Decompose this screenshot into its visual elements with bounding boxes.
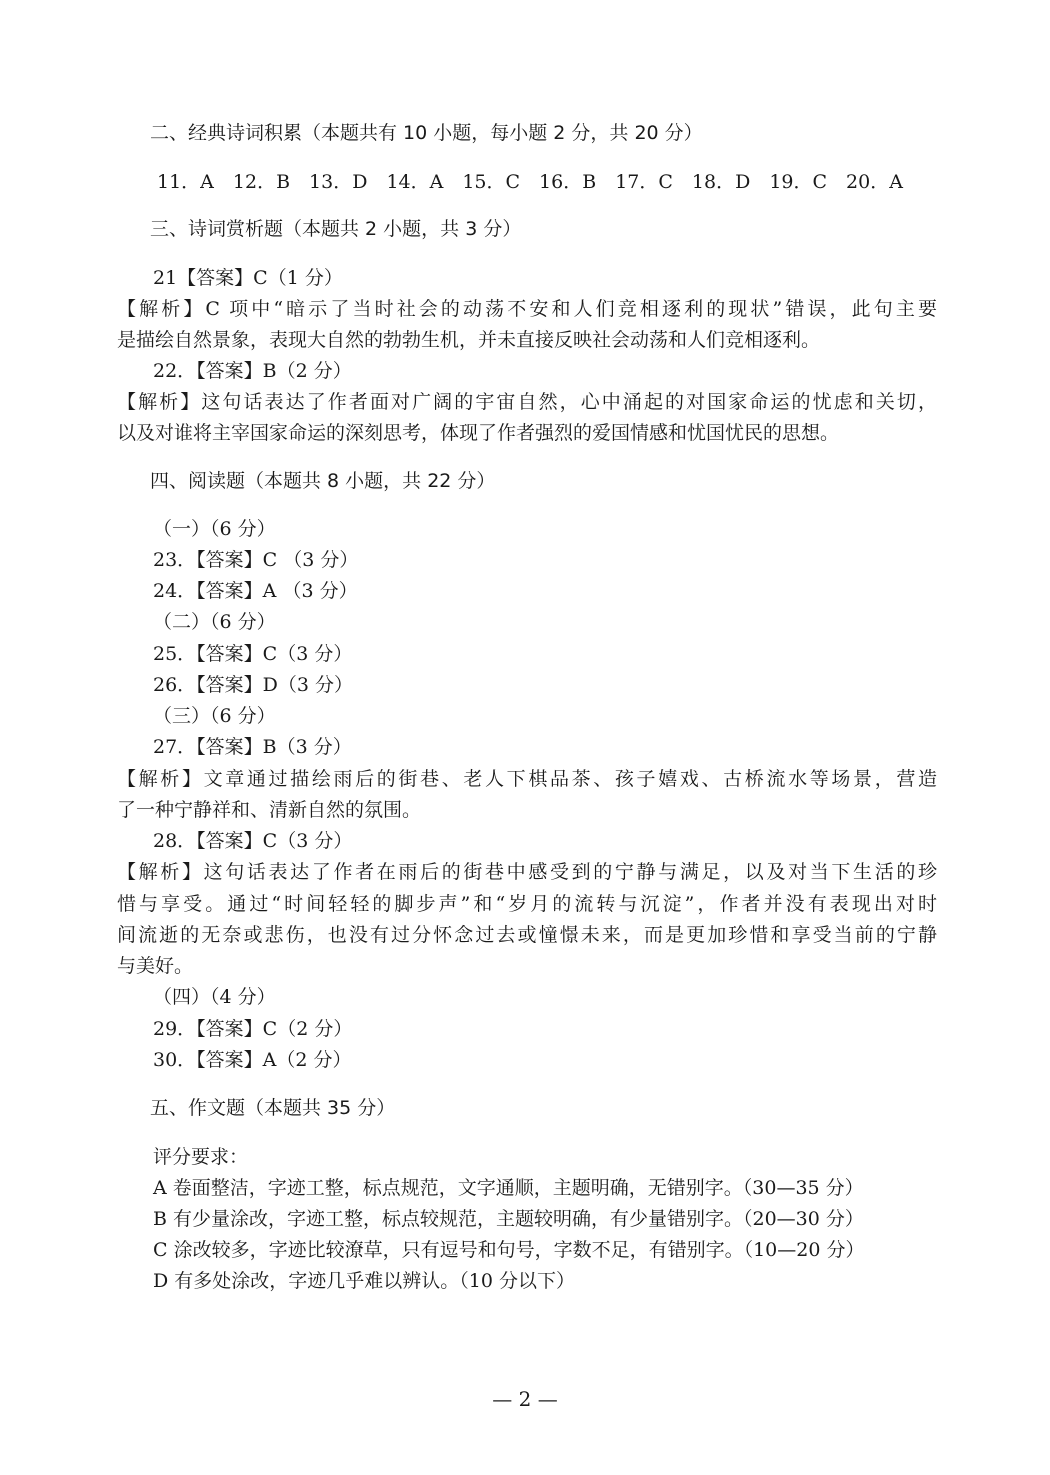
- q28-analysis-line: 【解析】这句话表达了作者在雨后的街巷中感受到的宁静与满足，以及对当下生活的珍: [117, 861, 937, 883]
- section-5-title: 五、作文题（本题共 35 分）: [150, 1097, 396, 1119]
- q22-analysis-line: 【解析】这句话表达了作者面对广阔的宇宙自然，心中涌起的对国家命运的忧虑和关切，: [117, 391, 937, 413]
- criteria-label: 评分要求：: [153, 1146, 249, 1168]
- q28-answer: 28．【答案】C（3 分）: [153, 830, 353, 852]
- passage-4-label: （四）（4 分）: [153, 986, 276, 1008]
- q29-answer: 29．【答案】C（2 分）: [153, 1018, 353, 1040]
- q28-analysis-line: 间流逝的无奈或悲伤，也没有过分怀念过去或憧憬未来，而是更加珍惜和享受当前的宁静: [117, 924, 937, 946]
- section-4-title: 四、阅读题（本题共 8 小题，共 22 分）: [150, 470, 496, 492]
- grade-a-criterion: A 卷面整洁，字迹工整，标点规范，文字通顺，主题明确，无错别字。（30—35 分）: [153, 1177, 864, 1199]
- q22-answer: 22．【答案】B（2 分）: [153, 360, 352, 382]
- q24-answer: 24．【答案】A （3 分）: [153, 580, 358, 602]
- q27-analysis-line: 【解析】文章通过描绘雨后的街巷、老人下棋品茶、孩子嬉戏、古桥流水等场景，营造: [117, 768, 937, 790]
- section-2-title: 二、经典诗词积累（本题共有 10 小题，每小题 2 分，共 20 分）: [150, 122, 703, 144]
- passage-3-label: （三）（6 分）: [153, 705, 276, 727]
- page-number: — 2 —: [492, 1387, 558, 1411]
- q22-analysis-line: 以及对谁将主宰国家命运的深刻思考，体现了作者强烈的爱国情感和忧国忧民的思想。: [117, 422, 840, 444]
- grade-d-criterion: D 有多处涂改，字迹几乎难以辨认。（10 分以下）: [153, 1270, 575, 1292]
- q26-answer: 26．【答案】D（3 分）: [153, 674, 354, 696]
- section-2-answers: 11．A 12．B 13．D 14．A 15．C 16．B 17．C 18．D 19．C 20．A: [157, 171, 903, 193]
- q30-answer: 30．【答案】A（2 分）: [153, 1049, 352, 1071]
- grade-c-criterion: C 涂改较多，字迹比较潦草，只有逗号和句号，字数不足，有错别字。（10—20 分）: [153, 1239, 865, 1261]
- q28-analysis-line: 惜与享受。通过“时间轻轻的脚步声”和“岁月的流转与沉淀”，作者并没有表现出对时: [117, 893, 937, 915]
- passage-2-label: （二）（6 分）: [153, 611, 276, 633]
- q21-analysis-line: 是描绘自然景象，表现大自然的勃勃生机，并未直接反映社会动荡和人们竞相逐利。: [117, 329, 821, 351]
- q21-analysis-line: 【解析】C 项中“暗示了当时社会的动荡不安和人们竞相逐利的现状”错误，此句主要: [117, 298, 937, 320]
- section-3-title: 三、诗词赏析题（本题共 2 小题，共 3 分）: [150, 218, 522, 240]
- q28-analysis-line: 与美好。: [117, 955, 194, 977]
- passage-1-label: （一）（6 分）: [153, 518, 276, 540]
- q23-answer: 23．【答案】C （3 分）: [153, 549, 359, 571]
- q21-answer: 21【答案】C（1 分）: [153, 267, 343, 289]
- q27-answer: 27．【答案】B（3 分）: [153, 736, 352, 758]
- q25-answer: 25．【答案】C（3 分）: [153, 643, 353, 665]
- grade-b-criterion: B 有少量涂改，字迹工整，标点较规范，主题较明确，有少量错别字。（20—30 分）: [153, 1208, 864, 1230]
- q27-analysis-line: 了一种宁静祥和、清新自然的氛围。: [117, 799, 422, 821]
